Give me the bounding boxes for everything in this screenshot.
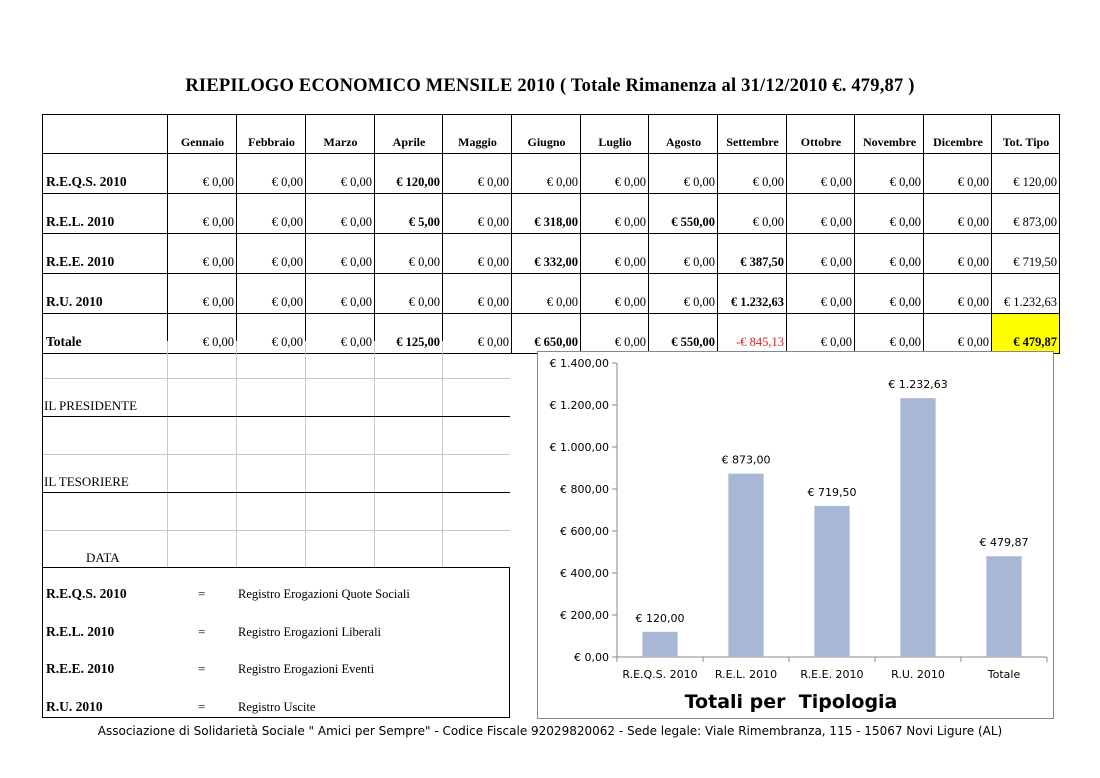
chart-canvas (538, 352, 1053, 718)
y-tick-label: € 200,00 (560, 609, 609, 622)
table-cell: € 0,00 (168, 194, 237, 234)
table-cell: € 120,00 (992, 154, 1060, 194)
col-header: Tot. Tipo (992, 115, 1060, 154)
col-header: Dicembre (924, 115, 992, 154)
x-tick-label: R.U. 2010 (891, 668, 945, 681)
table-cell: € 0,00 (237, 314, 306, 354)
data-label: € 1.232,63 (888, 378, 948, 392)
table-cell: € 0,00 (237, 194, 306, 234)
table-cell: € 0,00 (443, 194, 512, 234)
grid-line (442, 341, 443, 568)
divider-line (42, 492, 510, 493)
bar (728, 474, 763, 657)
legend-row (42, 606, 510, 643)
table-cell: € 0,00 (581, 194, 649, 234)
table-cell: € 0,00 (375, 234, 443, 274)
grid-line (305, 341, 306, 568)
col-header: Settembre (718, 115, 787, 154)
president-label: IL PRESIDENTE (44, 398, 138, 413)
table-cell: € 0,00 (649, 234, 718, 274)
table-cell: € 0,00 (787, 154, 855, 194)
table-cell: € 0,00 (787, 194, 855, 234)
table-cell: -€ 845,13 (718, 314, 787, 354)
corner-cell (43, 115, 168, 154)
table-row (43, 274, 1060, 314)
table-cell: € 0,00 (855, 234, 924, 274)
table-cell: € 120,00 (375, 154, 443, 194)
x-tick-label: R.E.Q.S. 2010 (622, 668, 698, 681)
table-cell: € 0,00 (855, 314, 924, 354)
table-cell: € 0,00 (443, 274, 512, 314)
col-header: Aprile (375, 115, 443, 154)
row-label: Totale (43, 314, 168, 354)
table-cell: € 0,00 (443, 234, 512, 274)
table-row (43, 194, 1060, 234)
table-cell: € 0,00 (649, 154, 718, 194)
page-title: RIEPILOGO ECONOMICO MENSILE 2010 ( Totale Rimanenza al 31/12/2010 €. 479,87 ) (185, 76, 915, 96)
table-cell: € 0,00 (443, 314, 512, 354)
table-cell: € 0,00 (306, 194, 375, 234)
table-cell: € 0,00 (168, 314, 237, 354)
data-label: € 120,00 (635, 611, 685, 625)
table-cell: € 0,00 (787, 314, 855, 354)
summary-table (42, 114, 1060, 354)
legend-row (42, 681, 510, 718)
table-cell: € 0,00 (924, 234, 992, 274)
table-cell: € 479,87 (992, 314, 1060, 354)
data-label: € 873,00 (721, 453, 771, 467)
y-tick-label: € 800,00 (560, 483, 609, 496)
col-header: Ottobre (787, 115, 855, 154)
row-label: R.U. 2010 (43, 274, 168, 314)
table-cell: € 0,00 (787, 234, 855, 274)
y-tick-label: € 400,00 (560, 567, 609, 580)
table-cell: € 1.232,63 (718, 274, 787, 314)
chart-title: Totali per Tipologia (684, 691, 898, 713)
col-header: Febbraio (237, 115, 306, 154)
table-cell: € 318,00 (512, 194, 581, 234)
row-label: R.E.Q.S. 2010 (43, 154, 168, 194)
table-cell: € 550,00 (649, 194, 718, 234)
table-cell: € 0,00 (649, 274, 718, 314)
table-cell: € 0,00 (581, 234, 649, 274)
row-label: R.E.L. 2010 (43, 194, 168, 234)
table-cell: € 550,00 (649, 314, 718, 354)
table-cell: € 0,00 (581, 274, 649, 314)
col-header: Giugno (512, 115, 581, 154)
signature-area (42, 341, 510, 718)
divider-line (509, 567, 510, 718)
grid-line (167, 341, 168, 568)
divider-line (42, 567, 510, 568)
grid-line (42, 378, 510, 379)
table-cell: € 125,00 (375, 314, 443, 354)
legend-equals: = (198, 623, 206, 639)
table-cell: € 0,00 (924, 314, 992, 354)
col-header: Maggio (443, 115, 512, 154)
footer: Associazione di Solidarietà Sociale " Amici per Sempre" - Codice Fiscale 92029820062 - Sede legale: Viale Rimembranza, 115 - 15067 Novi Ligure (AL) (97, 724, 1003, 738)
table-cell: € 873,00 (992, 194, 1060, 234)
table-cell: € 0,00 (924, 274, 992, 314)
table-cell: € 0,00 (237, 274, 306, 314)
table-cell: € 0,00 (718, 154, 787, 194)
legend-row (42, 643, 510, 680)
y-tick-label: € 0,00 (574, 651, 609, 664)
legend-code: R.E.Q.S. 2010 (46, 586, 127, 601)
table-cell: € 0,00 (924, 154, 992, 194)
table-cell: € 0,00 (718, 194, 787, 234)
table-cell: € 0,00 (581, 154, 649, 194)
col-header: Luglio (581, 115, 649, 154)
y-tick-label: € 1.000,00 (549, 441, 609, 454)
header-row (43, 115, 1060, 154)
table-cell: € 0,00 (306, 274, 375, 314)
table-cell: € 0,00 (237, 154, 306, 194)
legend-code: R.E.L. 2010 (46, 623, 115, 639)
table-cell: € 0,00 (168, 154, 237, 194)
table-cell: € 0,00 (306, 314, 375, 354)
legend-code: R.U. 2010 (46, 698, 103, 714)
table-row (43, 154, 1060, 194)
table-cell: € 719,50 (992, 234, 1060, 274)
date-label: DATA (86, 550, 120, 565)
table-cell: € 387,50 (718, 234, 787, 274)
x-tick-label: R.E.E. 2010 (800, 668, 864, 681)
legend-description: Registro Erogazioni Liberali (238, 624, 382, 639)
table-cell: € 0,00 (375, 274, 443, 314)
x-tick-label: R.E.L. 2010 (714, 668, 778, 681)
y-tick-label: € 1.400,00 (549, 357, 609, 370)
divider-line (42, 717, 510, 718)
col-header: Marzo (306, 115, 375, 154)
legend-description: Registro Uscite (238, 699, 316, 714)
table-cell: € 0,00 (855, 194, 924, 234)
y-tick-label: € 1.200,00 (549, 399, 609, 412)
y-tick-label: € 600,00 (560, 525, 609, 538)
table-cell: € 0,00 (512, 274, 581, 314)
table-cell: € 0,00 (306, 154, 375, 194)
grid-line (42, 454, 510, 455)
data-label: € 719,50 (807, 485, 857, 499)
table-cell: € 0,00 (581, 314, 649, 354)
legend-row (42, 568, 510, 605)
table-cell: € 0,00 (787, 274, 855, 314)
row-label: R.E.E. 2010 (43, 234, 168, 274)
x-tick-label: Totale (987, 668, 1021, 681)
col-header: Gennaio (168, 115, 237, 154)
table-cell: € 0,00 (168, 274, 237, 314)
table-cell: € 5,00 (375, 194, 443, 234)
grid-line (42, 530, 510, 531)
table-row (43, 234, 1060, 274)
legend-description: Registro Erogazioni Quote Sociali (238, 587, 410, 601)
legend-code: R.E.E. 2010 (46, 661, 115, 676)
table-cell: € 0,00 (855, 274, 924, 314)
bar (900, 398, 935, 657)
table-cell: € 0,00 (306, 234, 375, 274)
divider-line (42, 416, 510, 417)
treasurer-label: IL TESORIERE (44, 474, 129, 489)
col-header: Novembre (855, 115, 924, 154)
table-cell: € 1.232,63 (992, 274, 1060, 314)
table-cell: € 0,00 (237, 234, 306, 274)
table-cell: € 0,00 (855, 154, 924, 194)
table-cell: € 332,00 (512, 234, 581, 274)
divider-line (42, 341, 43, 718)
legend-description: Registro Erogazioni Eventi (238, 662, 375, 676)
bar-chart (537, 351, 1054, 719)
col-header: Agosto (649, 115, 718, 154)
data-label: € 479,87 (979, 536, 1029, 550)
table-cell: € 0,00 (168, 234, 237, 274)
bar (814, 506, 849, 657)
bar (986, 556, 1021, 657)
bar (642, 632, 677, 657)
table-cell: € 650,00 (512, 314, 581, 354)
table-cell: € 0,00 (512, 154, 581, 194)
table-cell: € 0,00 (924, 194, 992, 234)
grid-line (236, 341, 237, 568)
legend-equals: = (198, 586, 206, 601)
table-cell: € 0,00 (443, 154, 512, 194)
grid-line (374, 341, 375, 568)
legend-equals: = (198, 661, 206, 676)
legend-equals: = (198, 698, 206, 714)
